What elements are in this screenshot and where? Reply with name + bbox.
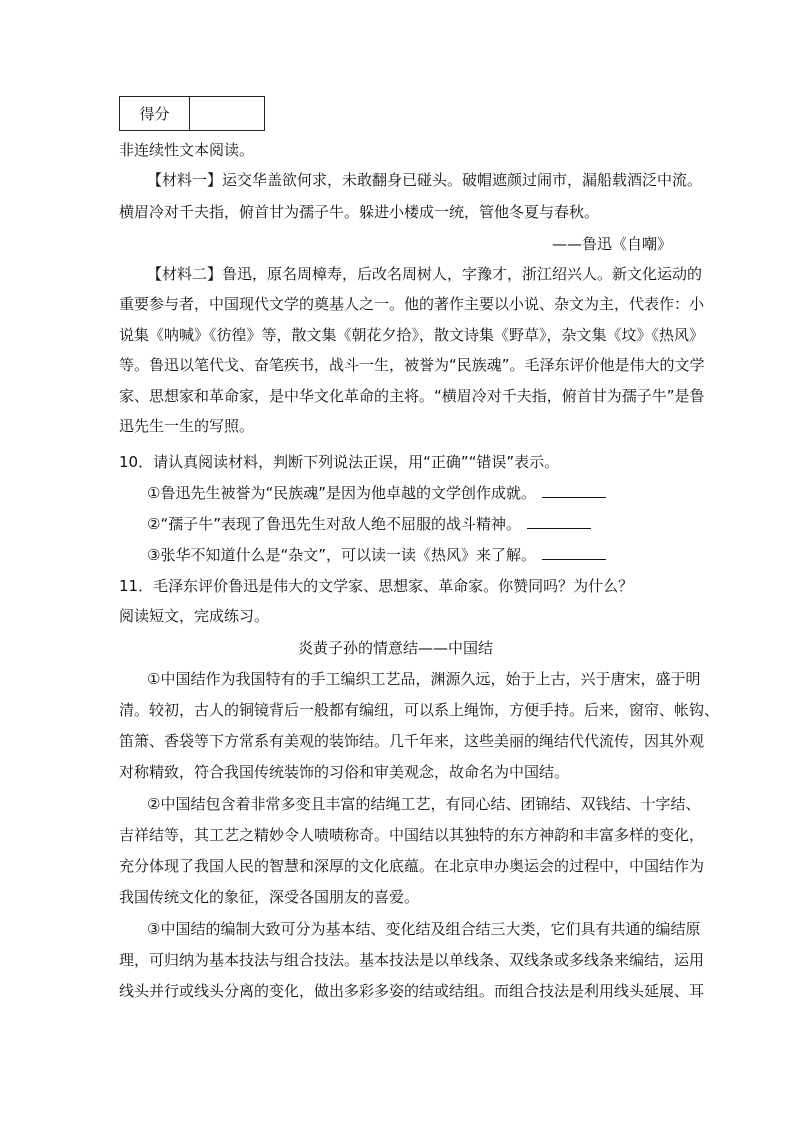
q10-item-3 <box>147 545 606 565</box>
reading-intro: 阅读短文，完成练习。 <box>119 607 270 625</box>
article-line-8: 我国传统文化的象征，深受各国朋友的喜爱。 <box>119 888 420 906</box>
material2-line4: 等。鲁迅以笔代戈、奋笔疾书，战斗一生，被誉为“民族魂”。毛泽东评价他是伟大的文学 <box>119 356 705 374</box>
q10-item-3-text: ③张华不知道什么是“杂文”，可以读一读《热风》来了解。 <box>147 546 536 564</box>
material1-line1: 【材料一】运交华盖欲何求，未敢翻身已碰头。破帽遮颜过闹市，漏船载酒泛中流。 <box>147 171 703 189</box>
article-line-2: 清。较初，古人的铜镜背后一般都有编纽，可以系上绳饰，方便手持。后来，窗帘、帐钩、 <box>119 701 720 719</box>
article-title: 炎黄子孙的情意结——中国结 <box>297 639 493 657</box>
material2-line2: 重要参与者，中国现代文学的奠基人之一。他的著作主要以小说、杂文为主，代表作：小 <box>119 295 705 313</box>
material1-source: ——鲁迅《自嘲》 <box>551 235 672 253</box>
material2-line3: 说集《呐喊》《彷徨》等，散文集《朝花夕拾》，散文诗集《野草》，杂文集《坟》《热风》 <box>119 326 705 344</box>
q10-item-2-text: ②“孺子牛”表现了鲁迅先生对敌人绝不屈服的战斗精神。 <box>147 515 521 533</box>
score-value-cell[interactable] <box>190 97 265 131</box>
article-line-9: ③中国结的编制大致可分为基本结、变化结及组合结三大类，它们具有共通的编结原 <box>147 920 701 938</box>
answer-blank-2[interactable] <box>527 514 591 529</box>
material2-line5: 家、思想家和革命家，是中华文化革命的主将。“横眉冷对千夫指，俯首甘为孺子牛”是鲁 <box>119 387 705 405</box>
section-title: 非连续性文本阅读。 <box>119 141 255 159</box>
q10-stem: 10．请认真阅读材料，判断下列说法正误，用“正确”“错误”表示。 <box>119 453 560 471</box>
score-label: 得分 <box>120 97 190 131</box>
material2-line1: 【材料二】鲁迅，原名周樟寿，后改名周树人，字豫才，浙江绍兴人。新文化运动的 <box>147 265 703 283</box>
article-line-5: ②中国结包含着非常多变且丰富的结绳工艺，有同心结、团锦结、双钱结、十字结、 <box>147 795 701 813</box>
q10-item-1 <box>147 483 606 503</box>
q10-item-2 <box>147 514 591 534</box>
article-line-1: ①中国结作为我国特有的手工编织工艺品，渊源久远，始于上古，兴于唐宋，盛于明 <box>147 670 701 688</box>
article-line-4: 对称精致，符合我国传统装饰的习俗和审美观念，故命名为中国结。 <box>119 763 570 781</box>
article-line-7: 充分体现了我国人民的智慧和深厚的文化底蕴。在北京申办奥运会的过程中，中国结作为 <box>119 857 705 875</box>
q11-stem: 11．毛泽东评价鲁迅是伟大的文学家、思想家、革命家。你赞同吗？为什么？ <box>119 577 634 595</box>
article-line-10: 理，可归纳为基本技法与组合技法。基本技法是以单线条、双线条或多线条来编结，运用 <box>119 951 705 969</box>
q10-item-1-text: ①鲁迅先生被誉为“民族魂”是因为他卓越的文学创作成就。 <box>147 484 536 502</box>
material2-line6: 迅先生一生的写照。 <box>119 417 255 435</box>
material1-line2: 横眉冷对千夫指，俯首甘为孺子牛。躲进小楼成一统，管他冬夏与春秋。 <box>119 203 600 221</box>
answer-blank-1[interactable] <box>542 483 606 498</box>
article-line-11: 线头并行或线头分离的变化，做出多彩多姿的结或结组。而组合技法是利用线头延展、耳 <box>119 982 705 1000</box>
article-line-6: 吉祥结等，其工艺之精妙令人啧啧称奇。中国结以其独特的东方神韵和丰富多样的变化， <box>119 826 705 844</box>
score-table <box>119 96 265 131</box>
answer-blank-3[interactable] <box>542 545 606 560</box>
article-line-3: 笛箫、香袋等下方常系有美观的装饰结。几千年来，这些美丽的绳结代代流传，因其外观 <box>119 732 705 750</box>
